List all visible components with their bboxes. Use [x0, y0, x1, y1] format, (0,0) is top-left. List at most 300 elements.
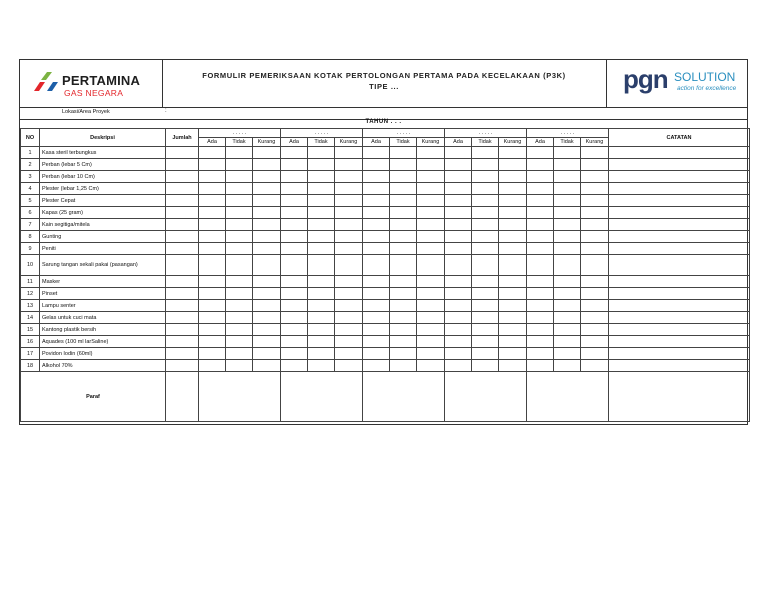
check-cell[interactable] — [253, 336, 281, 348]
catatan-cell[interactable] — [609, 183, 750, 195]
check-cell[interactable] — [363, 336, 390, 348]
check-cell[interactable] — [499, 324, 527, 336]
check-cell[interactable] — [499, 171, 527, 183]
check-cell[interactable] — [417, 231, 445, 243]
check-cell[interactable] — [253, 219, 281, 231]
catatan-cell[interactable] — [609, 219, 750, 231]
jumlah-cell[interactable] — [166, 243, 199, 255]
check-cell[interactable] — [581, 207, 609, 219]
check-cell[interactable] — [308, 360, 335, 372]
check-cell[interactable] — [308, 312, 335, 324]
check-cell[interactable] — [527, 207, 554, 219]
check-cell[interactable] — [417, 243, 445, 255]
check-cell[interactable] — [499, 231, 527, 243]
check-cell[interactable] — [390, 288, 417, 300]
check-cell[interactable] — [281, 171, 308, 183]
check-cell[interactable] — [308, 183, 335, 195]
check-cell[interactable] — [472, 288, 499, 300]
check-cell[interactable] — [472, 159, 499, 171]
check-cell[interactable] — [445, 360, 472, 372]
check-cell[interactable] — [226, 147, 253, 159]
check-cell[interactable] — [363, 171, 390, 183]
check-cell[interactable] — [417, 195, 445, 207]
check-cell[interactable] — [308, 255, 335, 276]
jumlah-cell[interactable] — [166, 207, 199, 219]
check-cell[interactable] — [554, 312, 581, 324]
jumlah-cell[interactable] — [166, 300, 199, 312]
check-cell[interactable] — [417, 288, 445, 300]
check-cell[interactable] — [499, 312, 527, 324]
check-cell[interactable] — [226, 183, 253, 195]
check-cell[interactable] — [554, 219, 581, 231]
check-cell[interactable] — [499, 288, 527, 300]
check-cell[interactable] — [390, 207, 417, 219]
check-cell[interactable] — [472, 324, 499, 336]
check-cell[interactable] — [335, 207, 363, 219]
check-cell[interactable] — [363, 147, 390, 159]
check-cell[interactable] — [363, 312, 390, 324]
check-cell[interactable] — [335, 300, 363, 312]
check-cell[interactable] — [472, 195, 499, 207]
check-cell[interactable] — [253, 207, 281, 219]
check-cell[interactable] — [199, 171, 226, 183]
check-cell[interactable] — [554, 243, 581, 255]
check-cell[interactable] — [226, 324, 253, 336]
check-cell[interactable] — [226, 195, 253, 207]
check-cell[interactable] — [335, 324, 363, 336]
check-cell[interactable] — [335, 255, 363, 276]
check-cell[interactable] — [390, 219, 417, 231]
paraf-catatan-cell[interactable] — [609, 372, 750, 422]
check-cell[interactable] — [281, 147, 308, 159]
check-cell[interactable] — [253, 300, 281, 312]
check-cell[interactable] — [445, 183, 472, 195]
check-cell[interactable] — [226, 255, 253, 276]
jumlah-cell[interactable] — [166, 195, 199, 207]
check-cell[interactable] — [363, 195, 390, 207]
jumlah-cell[interactable] — [166, 147, 199, 159]
check-cell[interactable] — [445, 276, 472, 288]
check-cell[interactable] — [281, 348, 308, 360]
check-cell[interactable] — [335, 348, 363, 360]
paraf-signature-cell[interactable] — [445, 372, 527, 422]
check-cell[interactable] — [199, 360, 226, 372]
check-cell[interactable] — [554, 336, 581, 348]
check-cell[interactable] — [253, 231, 281, 243]
check-cell[interactable] — [390, 336, 417, 348]
check-cell[interactable] — [581, 312, 609, 324]
jumlah-cell[interactable] — [166, 183, 199, 195]
check-cell[interactable] — [445, 231, 472, 243]
check-cell[interactable] — [363, 276, 390, 288]
check-cell[interactable] — [199, 255, 226, 276]
check-cell[interactable] — [499, 195, 527, 207]
check-cell[interactable] — [527, 195, 554, 207]
check-cell[interactable] — [554, 255, 581, 276]
check-cell[interactable] — [281, 183, 308, 195]
check-cell[interactable] — [390, 147, 417, 159]
check-cell[interactable] — [199, 288, 226, 300]
catatan-cell[interactable] — [609, 243, 750, 255]
check-cell[interactable] — [472, 312, 499, 324]
check-cell[interactable] — [253, 183, 281, 195]
check-cell[interactable] — [199, 336, 226, 348]
catatan-cell[interactable] — [609, 171, 750, 183]
check-cell[interactable] — [363, 360, 390, 372]
check-cell[interactable] — [281, 243, 308, 255]
check-cell[interactable] — [581, 255, 609, 276]
check-cell[interactable] — [499, 300, 527, 312]
check-cell[interactable] — [417, 336, 445, 348]
check-cell[interactable] — [226, 171, 253, 183]
check-cell[interactable] — [445, 300, 472, 312]
check-cell[interactable] — [581, 219, 609, 231]
check-cell[interactable] — [581, 159, 609, 171]
check-cell[interactable] — [253, 360, 281, 372]
check-cell[interactable] — [417, 207, 445, 219]
check-cell[interactable] — [472, 147, 499, 159]
check-cell[interactable] — [499, 219, 527, 231]
check-cell[interactable] — [527, 231, 554, 243]
check-cell[interactable] — [527, 255, 554, 276]
check-cell[interactable] — [445, 243, 472, 255]
check-cell[interactable] — [417, 360, 445, 372]
check-cell[interactable] — [281, 336, 308, 348]
check-cell[interactable] — [281, 219, 308, 231]
jumlah-cell[interactable] — [166, 171, 199, 183]
check-cell[interactable] — [308, 324, 335, 336]
check-cell[interactable] — [554, 147, 581, 159]
check-cell[interactable] — [417, 348, 445, 360]
jumlah-cell[interactable] — [166, 255, 199, 276]
check-cell[interactable] — [390, 159, 417, 171]
catatan-cell[interactable] — [609, 300, 750, 312]
check-cell[interactable] — [472, 231, 499, 243]
check-cell[interactable] — [417, 159, 445, 171]
check-cell[interactable] — [417, 183, 445, 195]
check-cell[interactable] — [445, 336, 472, 348]
check-cell[interactable] — [527, 312, 554, 324]
check-cell[interactable] — [390, 276, 417, 288]
check-cell[interactable] — [281, 159, 308, 171]
check-cell[interactable] — [363, 231, 390, 243]
check-cell[interactable] — [527, 348, 554, 360]
check-cell[interactable] — [554, 360, 581, 372]
check-cell[interactable] — [363, 159, 390, 171]
check-cell[interactable] — [253, 288, 281, 300]
paraf-signature-cell[interactable] — [199, 372, 281, 422]
check-cell[interactable] — [363, 288, 390, 300]
check-cell[interactable] — [335, 195, 363, 207]
check-cell[interactable] — [581, 183, 609, 195]
check-cell[interactable] — [445, 312, 472, 324]
check-cell[interactable] — [390, 171, 417, 183]
check-cell[interactable] — [527, 183, 554, 195]
check-cell[interactable] — [226, 360, 253, 372]
check-cell[interactable] — [554, 300, 581, 312]
check-cell[interactable] — [199, 312, 226, 324]
check-cell[interactable] — [581, 276, 609, 288]
check-cell[interactable] — [527, 276, 554, 288]
catatan-cell[interactable] — [609, 231, 750, 243]
check-cell[interactable] — [417, 324, 445, 336]
check-cell[interactable] — [308, 300, 335, 312]
check-cell[interactable] — [417, 276, 445, 288]
check-cell[interactable] — [226, 231, 253, 243]
check-cell[interactable] — [417, 171, 445, 183]
jumlah-cell[interactable] — [166, 312, 199, 324]
check-cell[interactable] — [499, 360, 527, 372]
catatan-cell[interactable] — [609, 147, 750, 159]
check-cell[interactable] — [281, 312, 308, 324]
check-cell[interactable] — [390, 231, 417, 243]
check-cell[interactable] — [445, 207, 472, 219]
check-cell[interactable] — [581, 300, 609, 312]
check-cell[interactable] — [308, 147, 335, 159]
check-cell[interactable] — [390, 360, 417, 372]
check-cell[interactable] — [527, 360, 554, 372]
check-cell[interactable] — [335, 360, 363, 372]
check-cell[interactable] — [308, 159, 335, 171]
check-cell[interactable] — [445, 219, 472, 231]
check-cell[interactable] — [527, 324, 554, 336]
check-cell[interactable] — [253, 147, 281, 159]
check-cell[interactable] — [390, 300, 417, 312]
check-cell[interactable] — [554, 348, 581, 360]
check-cell[interactable] — [199, 231, 226, 243]
check-cell[interactable] — [281, 300, 308, 312]
check-cell[interactable] — [363, 243, 390, 255]
check-cell[interactable] — [281, 360, 308, 372]
check-cell[interactable] — [253, 255, 281, 276]
jumlah-cell[interactable] — [166, 159, 199, 171]
check-cell[interactable] — [335, 336, 363, 348]
check-cell[interactable] — [445, 171, 472, 183]
check-cell[interactable] — [199, 324, 226, 336]
check-cell[interactable] — [199, 348, 226, 360]
check-cell[interactable] — [581, 288, 609, 300]
check-cell[interactable] — [390, 243, 417, 255]
check-cell[interactable] — [527, 219, 554, 231]
check-cell[interactable] — [499, 183, 527, 195]
check-cell[interactable] — [253, 159, 281, 171]
check-cell[interactable] — [199, 159, 226, 171]
check-cell[interactable] — [445, 348, 472, 360]
check-cell[interactable] — [308, 171, 335, 183]
check-cell[interactable] — [472, 243, 499, 255]
check-cell[interactable] — [472, 219, 499, 231]
jumlah-cell[interactable] — [166, 276, 199, 288]
check-cell[interactable] — [527, 243, 554, 255]
check-cell[interactable] — [554, 171, 581, 183]
check-cell[interactable] — [363, 300, 390, 312]
check-cell[interactable] — [554, 159, 581, 171]
check-cell[interactable] — [281, 276, 308, 288]
paraf-signature-cell[interactable] — [363, 372, 445, 422]
check-cell[interactable] — [335, 288, 363, 300]
check-cell[interactable] — [335, 312, 363, 324]
check-cell[interactable] — [226, 288, 253, 300]
check-cell[interactable] — [581, 231, 609, 243]
check-cell[interactable] — [363, 348, 390, 360]
check-cell[interactable] — [281, 255, 308, 276]
check-cell[interactable] — [363, 324, 390, 336]
check-cell[interactable] — [363, 183, 390, 195]
check-cell[interactable] — [499, 348, 527, 360]
check-cell[interactable] — [554, 276, 581, 288]
check-cell[interactable] — [226, 219, 253, 231]
check-cell[interactable] — [554, 324, 581, 336]
check-cell[interactable] — [253, 171, 281, 183]
check-cell[interactable] — [226, 159, 253, 171]
jumlah-cell[interactable] — [166, 336, 199, 348]
check-cell[interactable] — [363, 207, 390, 219]
check-cell[interactable] — [308, 195, 335, 207]
check-cell[interactable] — [472, 276, 499, 288]
check-cell[interactable] — [308, 219, 335, 231]
check-cell[interactable] — [363, 219, 390, 231]
check-cell[interactable] — [472, 255, 499, 276]
check-cell[interactable] — [281, 231, 308, 243]
check-cell[interactable] — [417, 147, 445, 159]
check-cell[interactable] — [527, 300, 554, 312]
check-cell[interactable] — [253, 312, 281, 324]
check-cell[interactable] — [226, 348, 253, 360]
check-cell[interactable] — [499, 243, 527, 255]
check-cell[interactable] — [472, 348, 499, 360]
check-cell[interactable] — [499, 159, 527, 171]
check-cell[interactable] — [335, 183, 363, 195]
check-cell[interactable] — [445, 195, 472, 207]
check-cell[interactable] — [281, 195, 308, 207]
check-cell[interactable] — [335, 219, 363, 231]
check-cell[interactable] — [472, 207, 499, 219]
check-cell[interactable] — [253, 243, 281, 255]
jumlah-cell[interactable] — [166, 324, 199, 336]
check-cell[interactable] — [199, 300, 226, 312]
check-cell[interactable] — [226, 276, 253, 288]
check-cell[interactable] — [554, 231, 581, 243]
check-cell[interactable] — [527, 171, 554, 183]
check-cell[interactable] — [335, 231, 363, 243]
check-cell[interactable] — [445, 324, 472, 336]
check-cell[interactable] — [390, 183, 417, 195]
check-cell[interactable] — [390, 324, 417, 336]
check-cell[interactable] — [281, 207, 308, 219]
check-cell[interactable] — [199, 276, 226, 288]
check-cell[interactable] — [308, 288, 335, 300]
check-cell[interactable] — [417, 300, 445, 312]
check-cell[interactable] — [308, 348, 335, 360]
catatan-cell[interactable] — [609, 324, 750, 336]
jumlah-cell[interactable] — [166, 231, 199, 243]
catatan-cell[interactable] — [609, 207, 750, 219]
catatan-cell[interactable] — [609, 336, 750, 348]
paraf-signature-cell[interactable] — [527, 372, 609, 422]
check-cell[interactable] — [335, 159, 363, 171]
jumlah-cell[interactable] — [166, 288, 199, 300]
catatan-cell[interactable] — [609, 255, 750, 276]
check-cell[interactable] — [226, 207, 253, 219]
check-cell[interactable] — [499, 255, 527, 276]
check-cell[interactable] — [445, 255, 472, 276]
jumlah-cell[interactable] — [166, 348, 199, 360]
check-cell[interactable] — [335, 171, 363, 183]
check-cell[interactable] — [527, 147, 554, 159]
check-cell[interactable] — [581, 147, 609, 159]
check-cell[interactable] — [527, 336, 554, 348]
check-cell[interactable] — [499, 207, 527, 219]
check-cell[interactable] — [226, 336, 253, 348]
check-cell[interactable] — [499, 336, 527, 348]
check-cell[interactable] — [226, 243, 253, 255]
catatan-cell[interactable] — [609, 312, 750, 324]
check-cell[interactable] — [417, 312, 445, 324]
check-cell[interactable] — [472, 360, 499, 372]
paraf-signature-cell[interactable] — [281, 372, 363, 422]
check-cell[interactable] — [581, 195, 609, 207]
check-cell[interactable] — [226, 312, 253, 324]
catatan-cell[interactable] — [609, 195, 750, 207]
check-cell[interactable] — [253, 276, 281, 288]
check-cell[interactable] — [199, 183, 226, 195]
check-cell[interactable] — [499, 147, 527, 159]
jumlah-cell[interactable] — [166, 360, 199, 372]
check-cell[interactable] — [472, 171, 499, 183]
check-cell[interactable] — [199, 195, 226, 207]
catatan-cell[interactable] — [609, 159, 750, 171]
check-cell[interactable] — [335, 276, 363, 288]
check-cell[interactable] — [390, 255, 417, 276]
check-cell[interactable] — [199, 243, 226, 255]
check-cell[interactable] — [445, 288, 472, 300]
check-cell[interactable] — [472, 300, 499, 312]
check-cell[interactable] — [390, 348, 417, 360]
check-cell[interactable] — [472, 336, 499, 348]
check-cell[interactable] — [581, 171, 609, 183]
check-cell[interactable] — [363, 255, 390, 276]
check-cell[interactable] — [226, 300, 253, 312]
check-cell[interactable] — [527, 159, 554, 171]
check-cell[interactable] — [308, 231, 335, 243]
check-cell[interactable] — [281, 324, 308, 336]
check-cell[interactable] — [417, 219, 445, 231]
check-cell[interactable] — [581, 336, 609, 348]
check-cell[interactable] — [308, 207, 335, 219]
check-cell[interactable] — [199, 219, 226, 231]
check-cell[interactable] — [417, 255, 445, 276]
check-cell[interactable] — [581, 243, 609, 255]
catatan-cell[interactable] — [609, 276, 750, 288]
check-cell[interactable] — [308, 336, 335, 348]
check-cell[interactable] — [554, 207, 581, 219]
check-cell[interactable] — [281, 288, 308, 300]
check-cell[interactable] — [581, 348, 609, 360]
catatan-cell[interactable] — [609, 360, 750, 372]
paraf-jumlah-cell[interactable] — [166, 372, 199, 422]
check-cell[interactable] — [499, 276, 527, 288]
catatan-cell[interactable] — [609, 288, 750, 300]
check-cell[interactable] — [199, 207, 226, 219]
catatan-cell[interactable] — [609, 348, 750, 360]
check-cell[interactable] — [581, 360, 609, 372]
check-cell[interactable] — [253, 195, 281, 207]
check-cell[interactable] — [335, 147, 363, 159]
jumlah-cell[interactable] — [166, 219, 199, 231]
check-cell[interactable] — [554, 288, 581, 300]
check-cell[interactable] — [581, 324, 609, 336]
check-cell[interactable] — [445, 147, 472, 159]
